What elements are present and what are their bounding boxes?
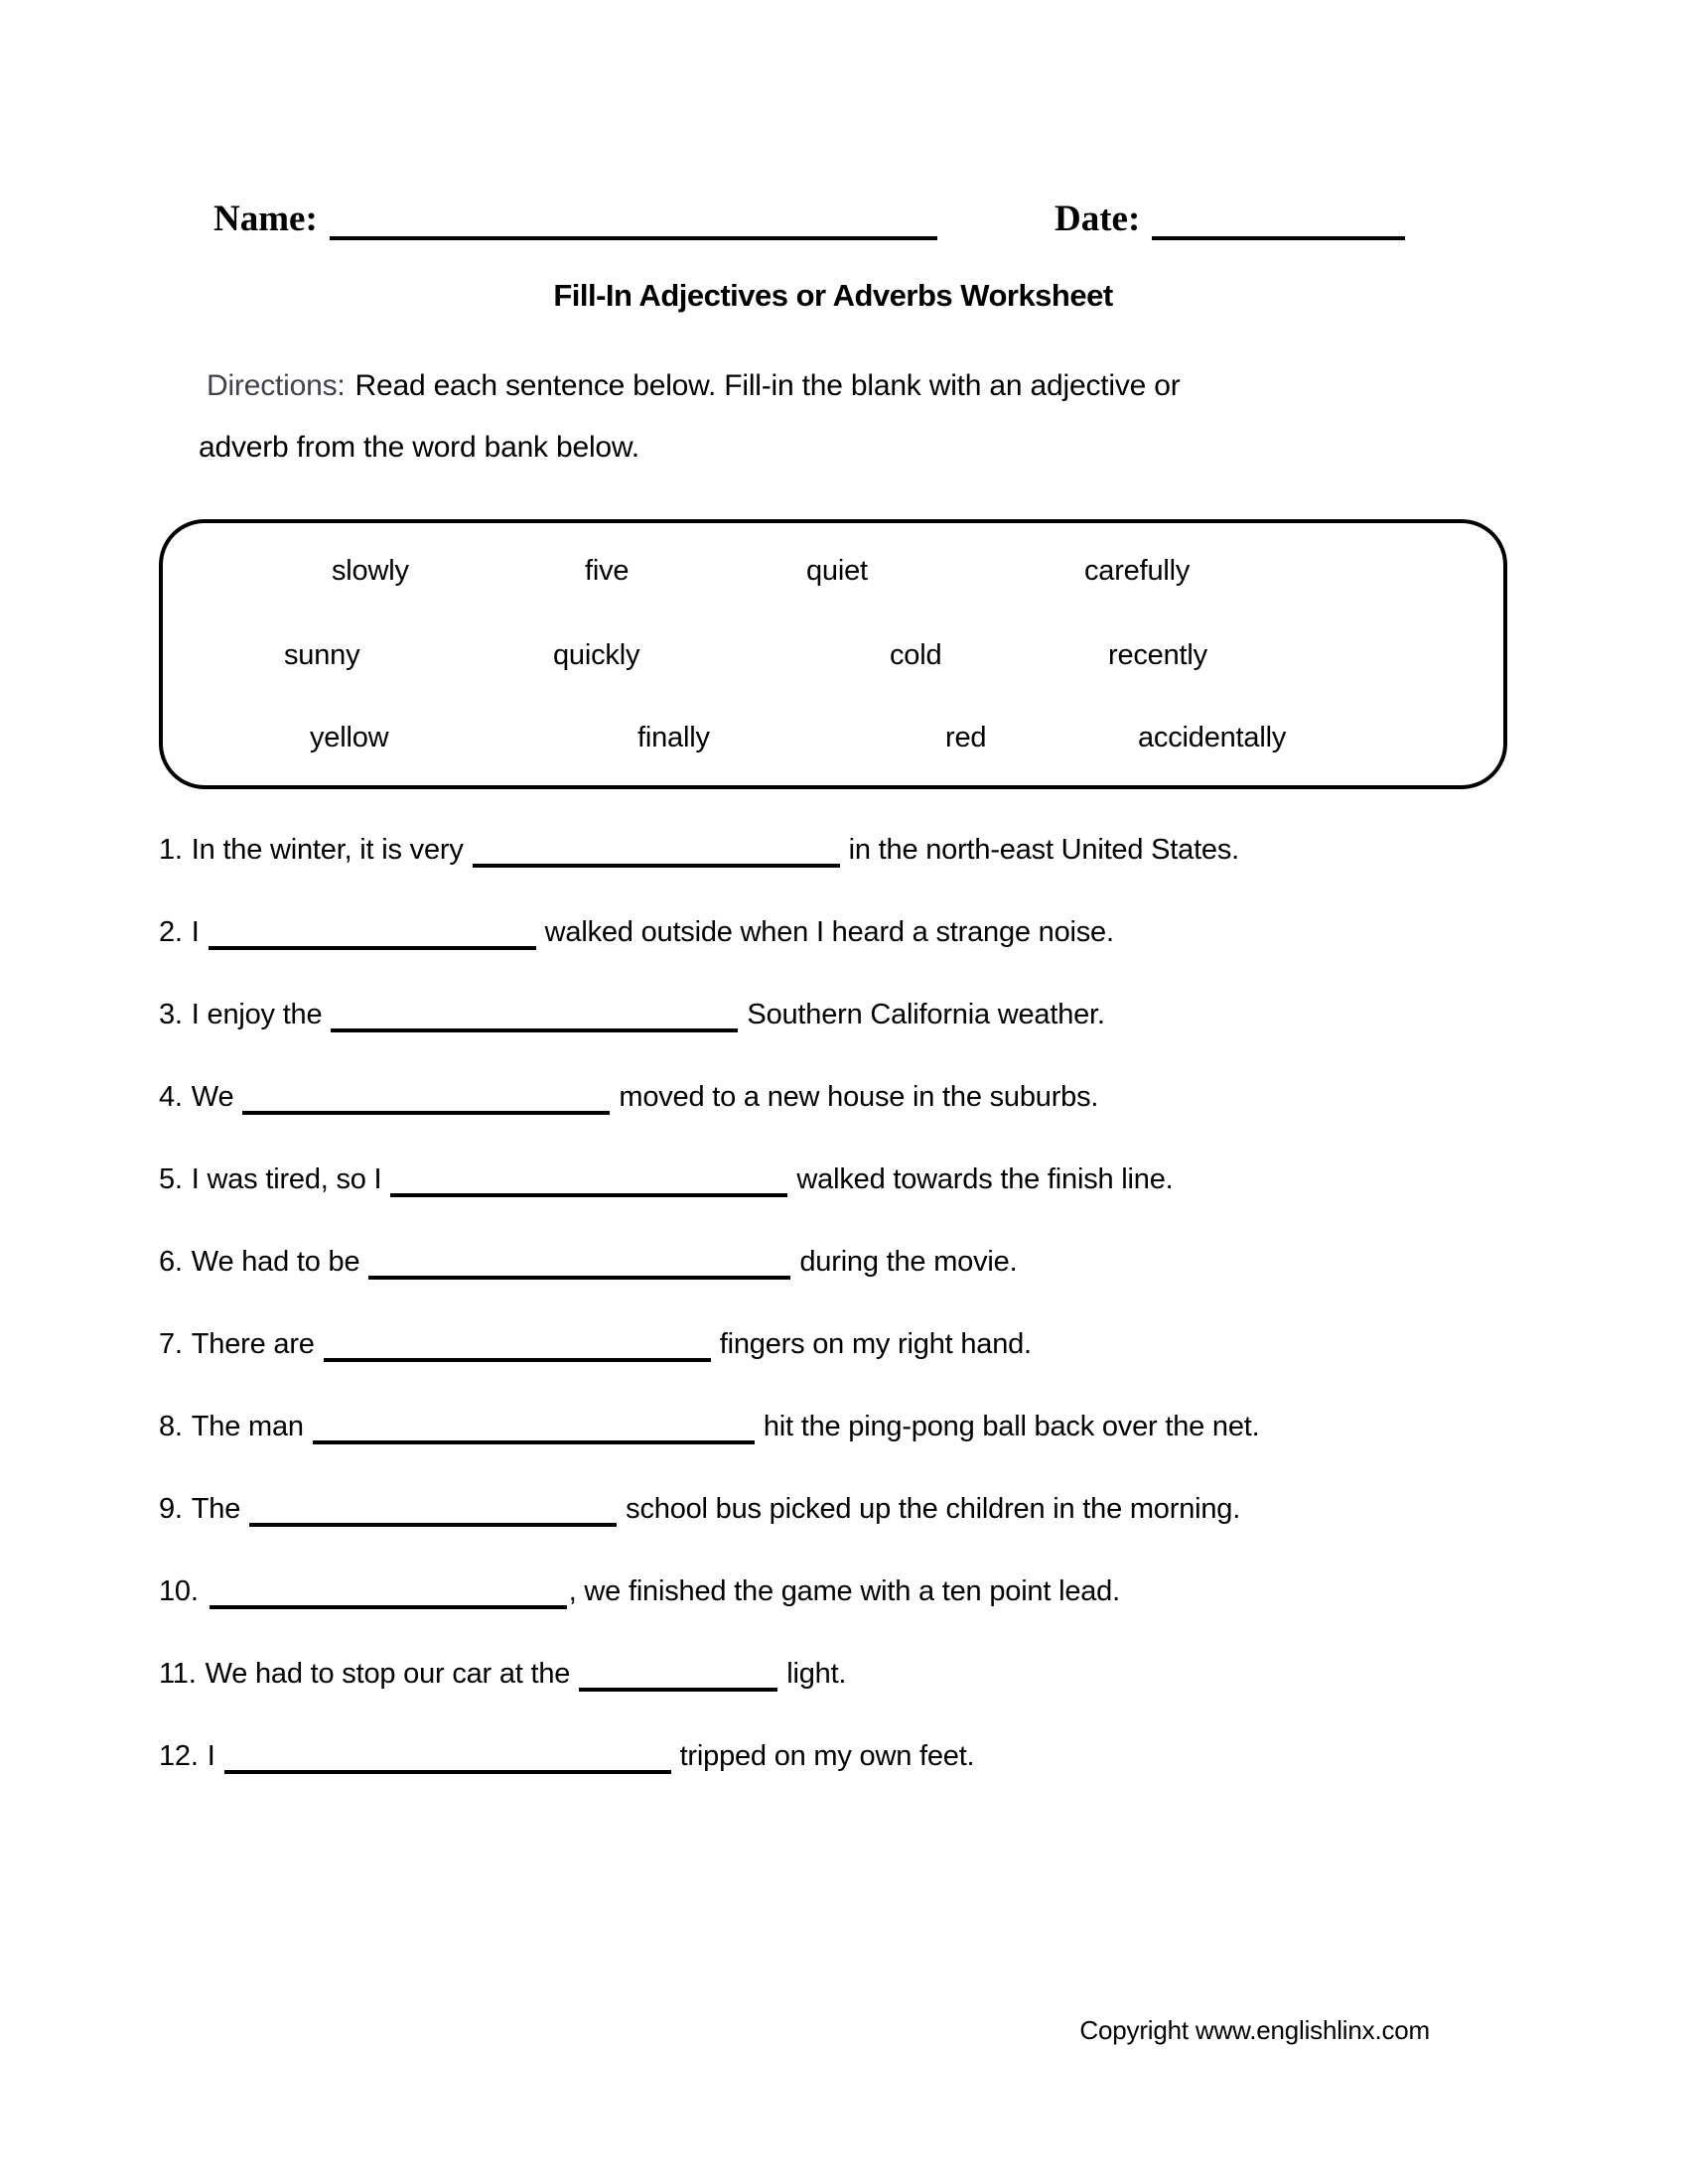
sentence-number: 9.: [159, 1493, 183, 1525]
copyright-text: Copyright www.englishlinx.com: [1079, 2015, 1430, 2045]
answer-blank[interactable]: [324, 1328, 711, 1362]
word-bank-word: slowly: [332, 555, 409, 587]
date-label: Date:: [1055, 199, 1141, 239]
sentence-line: [159, 1081, 1098, 1114]
sentence-text-before: There are: [191, 1328, 315, 1360]
sentence-text-before: I enjoy the: [191, 999, 323, 1030]
directions-paragraph: [199, 355, 1458, 478]
name-fill-line[interactable]: [330, 197, 937, 240]
sentence-text-after: in the north-east United States.: [848, 834, 1240, 866]
answer-blank[interactable]: [313, 1411, 755, 1444]
sentence-number: 8.: [159, 1411, 183, 1442]
sentence-number: 1.: [159, 834, 183, 866]
directions-label: Directions:: [207, 369, 346, 402]
sentence-text-before: In the winter, it is very: [191, 834, 464, 866]
sentence-text-after: fingers on my right hand.: [719, 1328, 1032, 1360]
answer-blank[interactable]: [242, 1081, 610, 1115]
directions-text-line1: Read each sentence below. Fill-in the blank with an adjective or: [354, 369, 1181, 402]
answer-blank[interactable]: [579, 1658, 777, 1692]
answer-blank[interactable]: [224, 1740, 671, 1774]
sentence-line: [159, 1163, 1173, 1196]
answer-blank[interactable]: [331, 999, 738, 1032]
sentence-text-before: I was tired, so I: [191, 1163, 382, 1195]
sentence-line: [159, 834, 1239, 867]
sentence-text-after: Southern California weather.: [747, 999, 1105, 1030]
sentence-text-after: school bus picked up the children in the morning.: [626, 1493, 1241, 1525]
word-bank-word: red: [945, 722, 987, 753]
word-bank-word: quiet: [806, 555, 868, 587]
sentence-line: [159, 1246, 1017, 1279]
word-bank-word: recently: [1108, 639, 1207, 671]
page-title: Fill-In Adjectives or Adverbs Worksheet: [553, 278, 1113, 313]
word-bank-word: carefully: [1084, 555, 1191, 587]
sentence-text-before: The man: [191, 1411, 304, 1442]
answer-blank[interactable]: [390, 1163, 787, 1197]
sentence-line: [159, 916, 1114, 949]
sentence-text-after: walked towards the finish line.: [796, 1163, 1174, 1195]
word-bank-word: sunny: [284, 639, 360, 671]
sentence-text-before: We: [191, 1081, 234, 1113]
sentence-line: [159, 1328, 1032, 1361]
word-bank-box: [159, 519, 1507, 789]
sentence-line: [159, 1740, 974, 1773]
answer-blank[interactable]: [368, 1246, 790, 1280]
sentence-number: 4.: [159, 1081, 183, 1113]
sentence-text-after: during the movie.: [799, 1246, 1018, 1278]
date-field-row: [1055, 197, 1405, 240]
sentence-line: [159, 999, 1105, 1031]
word-bank-word: quickly: [553, 639, 640, 671]
sentence-text-before: We had to be: [191, 1246, 360, 1278]
sentence-number: 2.: [159, 916, 183, 948]
sentence-number: 10.: [159, 1575, 199, 1607]
sentence-line: [159, 1493, 1240, 1526]
sentence-text-after: moved to a new house in the suburbs.: [619, 1081, 1099, 1113]
sentence-line: [159, 1411, 1259, 1443]
sentence-text-after: tripped on my own feet.: [679, 1740, 975, 1772]
sentence-number: 3.: [159, 999, 183, 1030]
sentence-text-before: I: [207, 1740, 215, 1772]
sentence-number: 12.: [159, 1740, 199, 1772]
sentence-text-after: walked outside when I heard a strange noise.: [544, 916, 1114, 948]
sentence-line: [159, 1575, 1120, 1608]
answer-blank[interactable]: [209, 916, 536, 950]
word-bank-word: accidentally: [1138, 722, 1287, 753]
sentence-number: 6.: [159, 1246, 183, 1278]
date-fill-line[interactable]: [1152, 197, 1405, 240]
sentence-number: 7.: [159, 1328, 183, 1360]
name-field-row: [213, 197, 937, 240]
answer-blank[interactable]: [473, 834, 840, 868]
sentence-text-after: light.: [786, 1658, 847, 1690]
sentence-number: 11.: [159, 1658, 197, 1690]
answer-blank[interactable]: [210, 1575, 567, 1609]
sentence-number: 5.: [159, 1163, 183, 1195]
name-label: Name:: [213, 199, 318, 239]
directions-text-line2: adverb from the word bank below.: [199, 431, 639, 464]
sentence-line: [159, 1658, 846, 1691]
sentence-text-after: hit the ping-pong ball back over the net.: [763, 1411, 1260, 1442]
answer-blank[interactable]: [249, 1493, 617, 1527]
word-bank-word: five: [585, 555, 630, 587]
sentence-text-before: We had to stop our car at the: [205, 1658, 571, 1690]
sentence-text-before: I: [191, 916, 200, 948]
word-bank-word: finally: [637, 722, 710, 753]
word-bank-word: yellow: [310, 722, 389, 753]
sentence-text-after: , we finished the game with a ten point lead.: [568, 1575, 1120, 1607]
sentence-text-before: The: [191, 1493, 241, 1525]
word-bank-word: cold: [890, 639, 942, 671]
